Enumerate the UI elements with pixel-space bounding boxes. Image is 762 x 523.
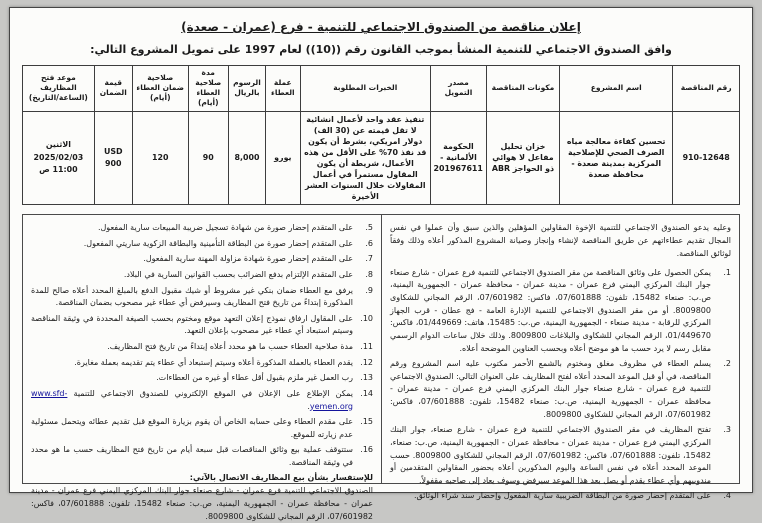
item-text: على المتقدم إحضار صورة شهادة مزاولة المهنة سارية المفعول.: [143, 254, 353, 264]
item-text-suffix: .: [307, 401, 310, 411]
notice-item-6: [31, 238, 373, 251]
item-number: 10.: [360, 313, 373, 323]
notice-item-10: [31, 313, 373, 338]
document-page: [9, 7, 753, 521]
item-number: 7.: [365, 254, 373, 264]
column-header-funding-source: مصدر التمويل: [431, 66, 487, 112]
guarantee-amount: 900: [105, 158, 122, 168]
column-header-required-experience: الخبرات المطلوبة: [300, 66, 430, 112]
notices-section: [22, 214, 740, 521]
opening-date-stack: [26, 139, 91, 176]
item-text: يرفق مع العطاء ضمان بنكي غير مشروط أو شيك مقبول الدفع بالمبلغ المحدد أعلاه صالح للمدة المذكورة إبتداءً من تاريخ فتح المظاريف وسيرفض أي عطاء غير مصحوب بضمان المناقصة.: [31, 285, 353, 308]
components-cell: خزان تحليل مفاعل لا هوائي ذو الحواجز ABR: [486, 111, 559, 205]
item-text: على المتقدم إحضار صورة من البطاقة الضريبية سارية المفعول وإحضار سند شراء الوثائق.: [413, 491, 711, 501]
tender-table: [22, 65, 740, 205]
fees-cell: 8,000: [228, 111, 265, 205]
notice-item-8: [31, 269, 373, 282]
item-number: 3.: [723, 425, 731, 435]
item-number: 1.: [723, 267, 731, 277]
column-header-guarantee-validity: صلاحية ضمان العطاء (أيام): [132, 66, 188, 112]
notice-item-7: [31, 253, 373, 266]
item-text: مدة صلاحية العطاء حسب ما هو محدد أعلاه إبتداءً من تاريخ فتح المظاريف.: [107, 342, 353, 351]
item-number: 4.: [723, 491, 731, 501]
item-text-prefix: يمكن الإطلاع على الإعلان في الموقع الإلكتروني للصندوق الاجتماعي للتنمية: [73, 388, 354, 398]
item-number: 15.: [360, 417, 373, 427]
tender-no-cell: 910-12648: [673, 111, 740, 205]
guarantee-value-cell: [94, 111, 132, 205]
item-number: 8.: [365, 269, 373, 279]
notice-item-15: [31, 416, 373, 441]
item-number: 2.: [723, 359, 731, 369]
column-header-project-name: اسم المشروع: [560, 66, 673, 112]
sfd-website-link[interactable]: www.sfd-yemen.org: [31, 388, 353, 411]
item-text: يسلم العطاء في مظروف مغلق ومختوم بالشمع الأحمر مكتوب عليه اسم المشروع ورقم المناقصة، في أو قبل الموعد المحدد أعلاه لفتح المظاريف على العنوان التالي: الصندوق الاجتماعي للتنمية فرع عمران - شارع صنعاء جوار البنك المركزي اليمني فرع عمران - مدينة عمران - محافظة عمران - الجمهورية اليمنية، ص.ب: صنعاء 15482، تلفون: 07/601888، فاكس: 07/601982، الرقم المجاني للشكاوى 8009800.: [390, 359, 711, 419]
notice-item-1: [390, 267, 731, 355]
column-header-bid-validity: مدة صلاحية العطاء (أيام): [188, 66, 228, 112]
item-text: رب العمل غير ملزم بقبول أقل عطاء أو غيره من العطاءات.: [156, 373, 353, 383]
column-header-opening-date: موعد فتح المظاريف (الساعة/التاريخ): [23, 66, 95, 112]
notice-item-2: [390, 358, 731, 421]
item-number: 14.: [360, 388, 373, 398]
project-name-cell: تحسين كفاءة معالجة مياه الصرف الصحي للإصلاحية المركزية بمدينة صعدة - محافظة صعدة: [560, 111, 673, 205]
item-text: [31, 388, 353, 413]
item-text: ستتوقف عملية بيع وثائق المناقصات قبل سبعة أيام من تاريخ فتح المظاريف حسب ما هو محدد في وثيقة المناقصة.: [31, 445, 353, 467]
notice-item-16: [31, 444, 373, 469]
required-experience-cell: تنفيذ عقد واحد لأعمال انشائية لا تقل قيمته عن (30 الف) دولار امريكي، بشرط أن يكون قد نفذ 70% على الأقل من هذه الأعمال، شريطة أن يكون المقاول مستمراً في أعمال المقاولات خلال السنوات العشر الأخيرة: [300, 111, 430, 205]
notice-item-14: [31, 388, 373, 413]
guarantee-value-stack: [98, 146, 129, 171]
item-text: على المتقدم الإلتزام بدفع الضرائب بحسب القوانين السارية في البلاد.: [123, 269, 353, 279]
bid-currency-cell: يورو: [266, 111, 300, 205]
item-number: 13.: [360, 373, 373, 383]
opening-date-cell: [23, 111, 95, 205]
column-header-tender-no: رقم المناقصة: [673, 66, 740, 112]
item-number: 5.: [365, 223, 373, 232]
item-text: على المقاول ارفاق نموذج إعلان التعهد موقع ومختوم بحسب الصيغة المحددة في وثيقة المناقصة وسيتم استبعاد أي عطاء غير مصحوب بإعلان التعهد.: [31, 313, 353, 336]
opening-date: 2025/02/03: [33, 152, 84, 162]
table-header-row: [23, 66, 740, 112]
item-text: على مقدم العطاء وعلى حسابه الخاص أن يقوم بزيارة الموقع قبل تقديم عطائه ويتحمل مسئولية عدم زيارته للموقع.: [31, 417, 353, 439]
item-text: يمكن الحصول على وثائق المناقصة من مقر الصندوق الاجتماعي للتنمية فرع عمران - شارع صنعاء جوار البنك المركزي اليمني فرع عمران - مدينة عمران - محافظة عمران - الجمهورية اليمنية، ص.ب: صنعاء 15482، تلفون: 07/601888، فاكس: 07/601982، الرقم المجاني للشكاوى 8009800. أو من مقر الصندوق الاجتماعي للتنمية الإدارة العامة - فج عطان - قرب الجهاز المركزي للرقابة - مدينة صنعاء - الجمهورية اليمنية، ص.ب: 15485، هاتف: 01/449669، فاكس: 01/449670، الرقم المجاني للشكاوى والبلاغات 8009800. وذلك خلال ساعات الدوام الرسمي مقابل رسم لا يرد حسب ما هو موضح أعلاه وبحسب العناوين الموضحة أعلاه.: [390, 267, 712, 353]
item-text: على المتقدم إحضار صورة من البطاقة التأمينية والبطاقة الزكوية ساريتي المفعول.: [83, 238, 353, 248]
notices-column-right: [381, 215, 739, 501]
opening-time: 11:00 ص: [39, 164, 78, 174]
item-text: تفتح المظاريف في مقر الصندوق الاجتماعي للتنمية فرع عمران - شارع صنعاء، جوار البنك المركزي اليمني فرع عمران - مدينة عمران - محافظة عمران - الجمهورية اليمنية، ص.ب: صنعاء، 15482، تلفون: 07/601888، فاكس: 07/601982، الرقم المجاني للشكاوى 8009800. حسب الموعد المحدد أعلاه في نفس الساعة واليوم المذكورين أعلاه بحضور المقاولين المتقدمين أو مندوبيهم وأي عطاء يقدم أو يصل بعد هذا الموعد سيرفض وسوف يعاد إلى صاحبه مقفولاً.: [390, 425, 711, 485]
item-text: يقدم العطاء بالعملة المذكورة أعلاه وسيتم إستبعاد أي عطاء يتم تقديمه بعملة مغايرة.: [74, 357, 353, 367]
notice-item-11: [31, 341, 373, 354]
item-text: على المتقدم إحضار صورة من شهادة تسجيل ضريبة المبيعات سارية المفعول.: [97, 223, 353, 232]
item-number: 16.: [360, 445, 373, 455]
item-number: 12.: [360, 357, 373, 367]
guarantee-validity-cell: 120: [132, 111, 188, 205]
opening-day: الاثنين: [45, 140, 71, 150]
item-number: 6.: [365, 238, 373, 248]
notice-item-4: [390, 490, 731, 503]
inquiry-contact: الصندوق الاجتماعي للتنمية فرع عمران - شارع صنعاء جوار البنك المركزي اليمني فرع عمران - مدينة عمران - محافظة عمران - الجمهورية اليمنية، ص.ب: صنعاء 15482، تلفون: 07/601888، فاكس: 07/601982، الرقم المجاني للشكاوى 8009800.: [31, 485, 373, 521]
notice-item-3: [390, 424, 731, 487]
item-number: 9.: [365, 285, 373, 295]
item-number: 11.: [360, 342, 373, 351]
funding-source-cell: الحكومة الألمانية - 201967611: [431, 111, 487, 205]
invitation-paragraph: وعليه يدعو الصندوق الاجتماعي للتنمية الإخوة المقاولين المؤهلين والذين سبق وأن عملوا في نفس المجال تقديم عطاءاتهم عن طريق المناقصة لإنشاء وإنجاز وصيانة المشروع المذكور أعلاه وذلك وفقاً لوثائق المناقصة.: [390, 223, 731, 258]
column-header-bid-currency: عملة العطاء: [266, 66, 300, 112]
notice-item-12: [31, 357, 373, 370]
column-header-guarantee-value: قيمة الضمان: [94, 66, 132, 112]
bid-validity-cell: 90: [188, 111, 228, 205]
notices-column-left: [23, 215, 381, 521]
notice-item-13: [31, 372, 373, 385]
column-header-components: مكونات المناقصة: [486, 66, 559, 112]
table-data-row: [23, 111, 740, 205]
notice-item-5: [31, 222, 373, 235]
notice-item-9: [31, 285, 373, 310]
page-title: إعلان مناقصة من الصندوق الاجتماعي للتنمية - فرع (عمران - صعدة): [181, 20, 581, 34]
page-subtitle: وافق الصندوق الاجتماعي للتنمية المنشأ بموجب القانون رقم ((10)) لعام 1997 على تمويل المشروع التالي:: [90, 43, 672, 56]
guarantee-currency: USD: [103, 146, 123, 156]
column-header-fees: الرسوم بالريال: [228, 66, 265, 112]
inquiry-heading: للإستفسار بشأن بيع المظاريف الاتصال بالآتي:: [189, 472, 373, 482]
